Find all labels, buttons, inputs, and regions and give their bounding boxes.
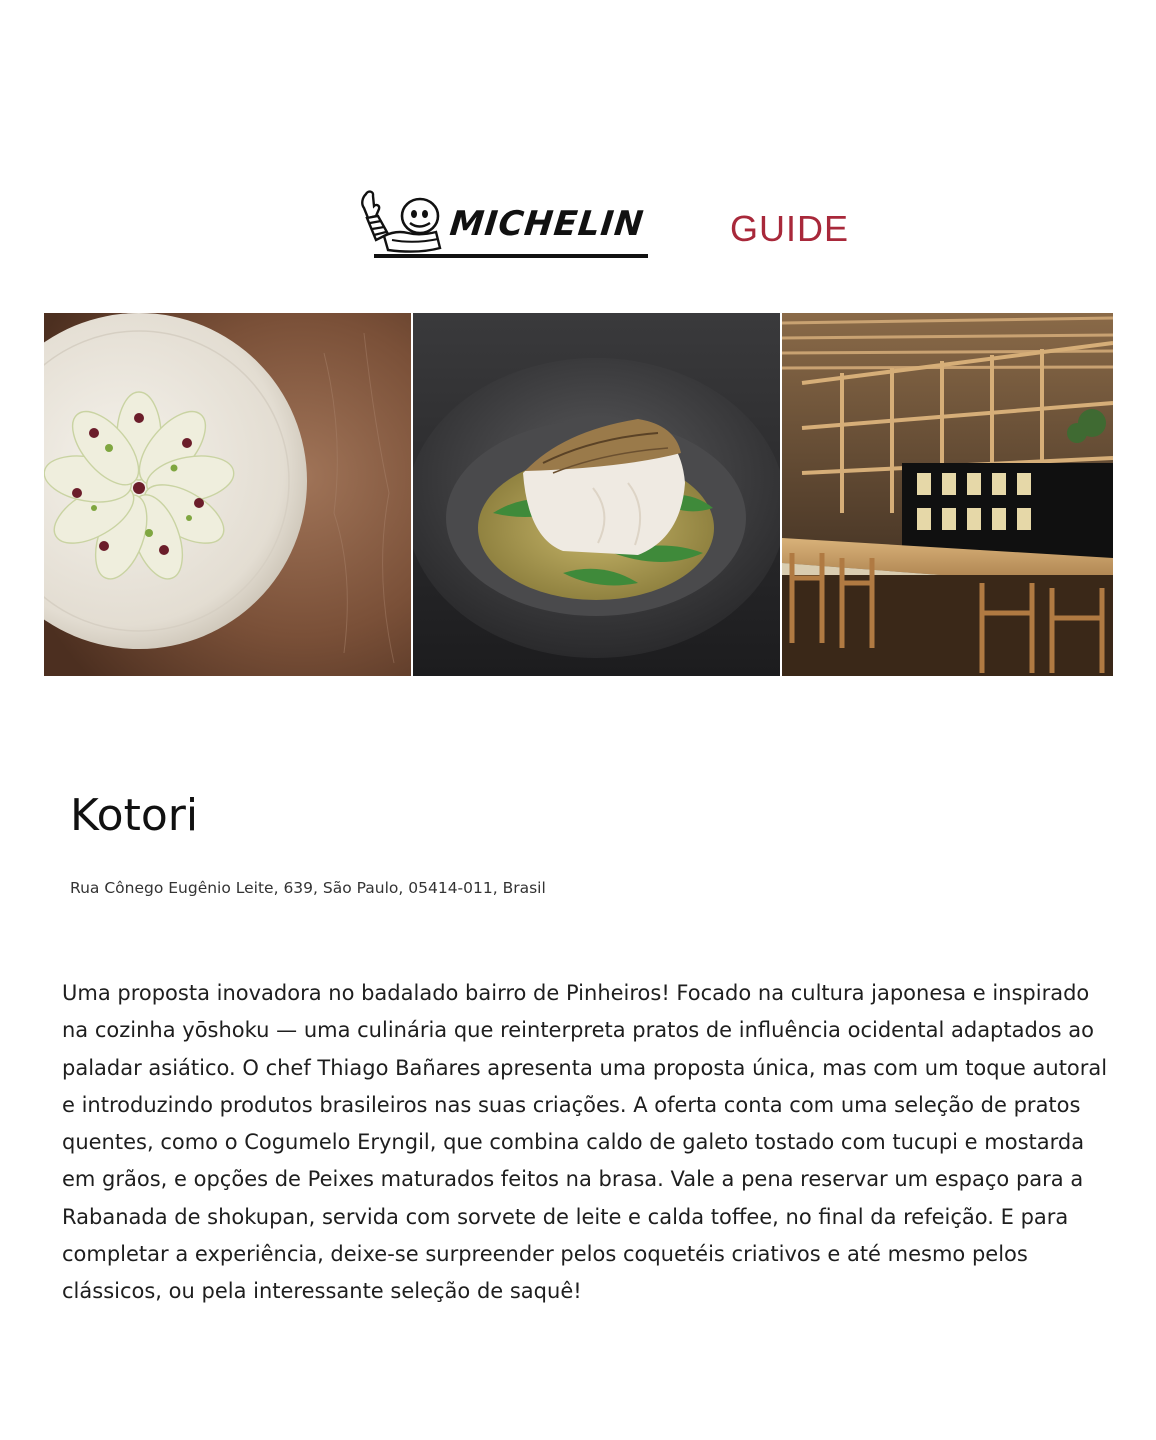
bibendum-icon [358, 190, 450, 256]
photo-grilled-fish [413, 313, 780, 676]
restaurant-bar-icon [782, 313, 1113, 676]
logo-underline [374, 254, 648, 258]
restaurant-address: Rua Cônego Eugênio Leite, 639, São Paulo, 05414-011, Brasil [70, 879, 546, 897]
photo-gallery [44, 313, 1113, 676]
photo-restaurant-bar [782, 313, 1113, 676]
plated-dish-icon [44, 313, 411, 676]
brand-wordmark: MICHELIN [447, 204, 646, 244]
restaurant-name: Kotori [70, 790, 199, 841]
restaurant-description: Uma proposta inovadora no badalado bairro de Pinheiros! Focado na cultura japonesa e inspirado na cozinha yōshoku — uma culinária que reinterpreta pratos de influência ocidental adaptados ao paladar asiático. O chef Thiago Bañares apresenta uma proposta única, mas com um toque autoral e introduzindo produtos brasileiros nas suas criações. A oferta conta com uma seleção de pratos quentes, como o Cogumelo Eryngil, que combina caldo de galeto tostado com tucupi e mostarda em grãos, e opções de Peixes maturados feitos na brasa. Vale a pena reservar um espaço para a Rabanada de shokupan, servida com sorvete de leite e calda toffee, no final da refeição. E para completar a experiência, deixe-se surpreender pelos coquetéis criativos e até mesmo pelos clássicos, ou pela interessante seleção de saquê! [62, 981, 1108, 1304]
photo-plated-dish [44, 313, 411, 676]
brand-suffix: GUIDE [730, 208, 850, 249]
grilled-fish-icon [413, 313, 780, 676]
michelin-guide-logo [358, 190, 850, 264]
